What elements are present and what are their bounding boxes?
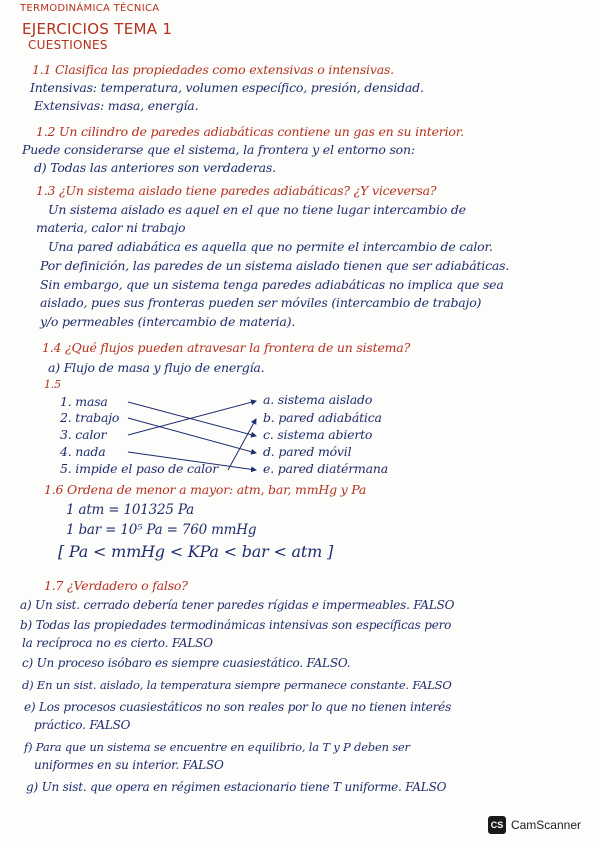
answer-1-3-line5: Sin embargo, que un sistema tenga paredes adiabáticas no implica que sea (40, 277, 504, 292)
match-left-2: 2. trabajo (60, 410, 120, 425)
answer-1-2-option: d) Todas las anteriores son verdaderas. (34, 160, 276, 175)
answer-1-7-d: d) En un sist. aislado, la temperatura siempre permanece constante. FALSO (22, 678, 452, 692)
section-title: CUESTIONES (28, 38, 108, 52)
question-1-1: 1.1 Clasifica las propiedades como extensivas o intensivas. (32, 62, 394, 77)
arrow-impide-to-adiabatica (228, 419, 256, 470)
answer-1-3-line2: materia, calor ni trabajo (36, 220, 186, 235)
arrow-trabajo-to-movil (128, 418, 256, 453)
camscanner-logo-icon: CS (488, 816, 506, 834)
match-left-4: 4. nada (60, 444, 106, 459)
match-left-3: 3. calor (60, 427, 107, 442)
question-1-5: 1.5 (44, 378, 61, 391)
answer-1-3-line1: Un sistema aislado es aquel en el que no tiene lugar intercambio de (48, 202, 466, 217)
match-right-d: d. pared móvil (263, 444, 352, 459)
question-1-3: 1.3 ¿Un sistema aislado tiene paredes adiabáticas? ¿Y viceversa? (36, 183, 437, 198)
answer-1-4: a) Flujo de masa y flujo de energía. (48, 360, 265, 375)
answer-1-7-f-line2: uniformes en su interior. FALSO (34, 758, 224, 772)
arrow-calor-to-aislado (128, 401, 256, 435)
match-left-5: 5. impide el paso de calor (60, 461, 218, 476)
question-1-2: 1.2 Un cilindro de paredes adiabáticas contiene un gas en su interior. (36, 124, 464, 139)
match-right-e: e. pared diatérmana (263, 461, 389, 476)
match-left-1: 1. masa (60, 394, 108, 409)
answer-1-7-f-line1: f) Para que un sistema se encuentre en equilibrio, la T y P deben ser (24, 740, 410, 754)
answer-1-7-e-line2: práctico. FALSO (34, 718, 131, 732)
answer-1-7-e-line1: e) Los procesos cuasiestáticos no son reales por lo que no tienen interés (24, 700, 452, 714)
answer-extensive: Extensivas: masa, energía. (34, 98, 199, 113)
answer-1-7-c: c) Un proceso isóbaro es siempre cuasiestático. FALSO. (22, 656, 351, 670)
answer-1-2-text: Puede considerarse que el sistema, la frontera y el entorno son: (22, 142, 415, 157)
camscanner-watermark (488, 816, 581, 834)
match-right-b: b. pared adiabática (263, 410, 382, 425)
answer-1-3-line4: Por definición, las paredes de un sistema aislado tienen que ser adiabáticas. (40, 258, 510, 273)
answer-1-3-line6: aislado, pues sus fronteras pueden ser móviles (intercambio de trabajo) (40, 295, 482, 310)
answer-1-7-a: a) Un sist. cerrado debería tener paredes rígidas e impermeables. FALSO (20, 598, 455, 612)
matching-exercise (60, 388, 420, 478)
answer-1-7-b-line1: b) Todas las propiedades termodinámicas intensivas son específicas pero (20, 618, 452, 632)
conversion-bar: 1 bar = 10⁵ Pa = 760 mmHg (66, 522, 257, 538)
question-1-6: 1.6 Ordena de menor a mayor: atm, bar, mmHg y Pa (44, 482, 367, 497)
question-1-4: 1.4 ¿Qué flujos pueden atravesar la frontera de un sistema? (42, 340, 411, 355)
arrow-masa-to-abierto (128, 402, 256, 436)
conversion-atm: 1 atm = 101325 Pa (66, 502, 195, 518)
subject-title: TERMODINÁMICA TÉCNICA (20, 3, 160, 14)
camscanner-brand: CamScanner (510, 818, 581, 832)
answer-intensive: Intensivas: temperatura, volumen específico, presión, densidad. (30, 80, 424, 95)
answer-1-7-g: g) Un sist. que opera en régimen estacionario tiene T uniforme. FALSO (26, 780, 447, 794)
answer-1-3-line7: y/o permeables (intercambio de materia). (40, 314, 296, 329)
match-right-c: c. sistema abierto (263, 427, 373, 442)
answer-1-3-line3: Una pared adiabática es aquella que no permite el intercambio de calor. (48, 239, 493, 254)
page-title: EJERCICIOS TEMA 1 (22, 20, 173, 38)
match-right-a: a. sistema aislado (263, 392, 373, 407)
question-1-7: 1.7 ¿Verdadero o falso? (44, 578, 188, 593)
answer-1-7-b-line2: la recíproca no es cierto. FALSO (22, 636, 213, 650)
answer-1-6-order: [ Pa < mmHg < KPa < bar < atm ] (58, 542, 334, 561)
